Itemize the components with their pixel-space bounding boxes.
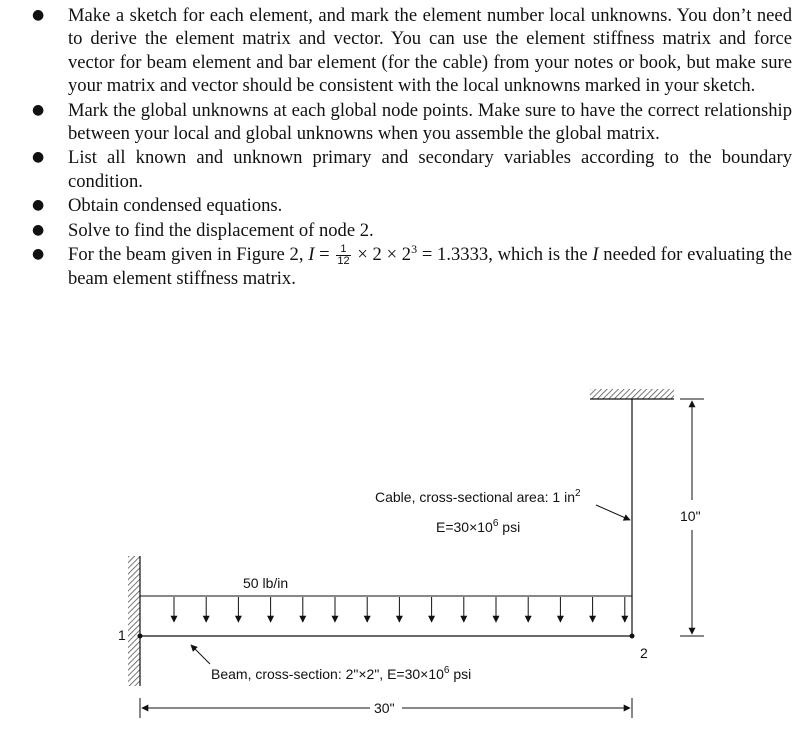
note-prefix: For the beam given in Figure 2, <box>68 244 309 266</box>
fraction-denominator: 12 <box>337 255 350 268</box>
cable-modulus-label: $E=30\times 10^6$ psi <box>436 518 521 535</box>
cable-leader <box>596 505 630 520</box>
cable-label: Cable, cross-sectional area: 1 $in^2$ <box>375 488 581 505</box>
note-item: ● Obtain condensed equations. <box>30 194 792 217</box>
note-suffix: needed for evaluating the beam element stiffness matrix. <box>68 244 792 290</box>
load-arrows <box>174 597 625 622</box>
var-i: I <box>308 244 315 266</box>
note-item: ● Make a sketch for each element, and mark the element number local unknowns. You don’t need to derive the element matrix and vector. You can use the element stiffness matrix and force vector for beam element and bar element (for the cable) from your notes or book, but make sure your matrix and vector should be consistent with the local unknowns marked in your sketch. <box>30 4 792 98</box>
length-label: 30" <box>374 700 395 716</box>
equals: = <box>314 244 335 266</box>
beam-label: Beam, cross-section: 2"×2", $E=30\times 10^6$ psi <box>211 665 472 682</box>
note-item: ● List all known and unknown primary and secondary variables according to the boundary condition. <box>30 146 792 193</box>
node-2-marker <box>630 634 635 639</box>
expr-end: = 1.3333, which is the <box>417 244 593 266</box>
var-i-2: I <box>592 244 599 266</box>
exponent: 3 <box>411 241 418 256</box>
fraction-numerator: 1 <box>336 244 350 256</box>
ceiling-support <box>590 389 674 399</box>
load-label: 50 lb/in <box>243 575 289 591</box>
expr-mid: × 2 × 2 <box>352 244 412 266</box>
note-item: ● Mark the global unknowns at each global node points. Make sure to have the correct relationship between your local and global unknowns when you assemble the global matrix. <box>30 99 792 146</box>
note-item: ● Solve to find the displacement of node 2. <box>30 219 792 242</box>
node-1-marker <box>138 634 143 639</box>
node-2-label: 2 <box>640 645 648 661</box>
beam-leader <box>191 645 210 664</box>
node-1-label: 1 <box>118 627 126 643</box>
left-wall-support <box>128 556 140 686</box>
height-label: 10" <box>680 508 701 524</box>
